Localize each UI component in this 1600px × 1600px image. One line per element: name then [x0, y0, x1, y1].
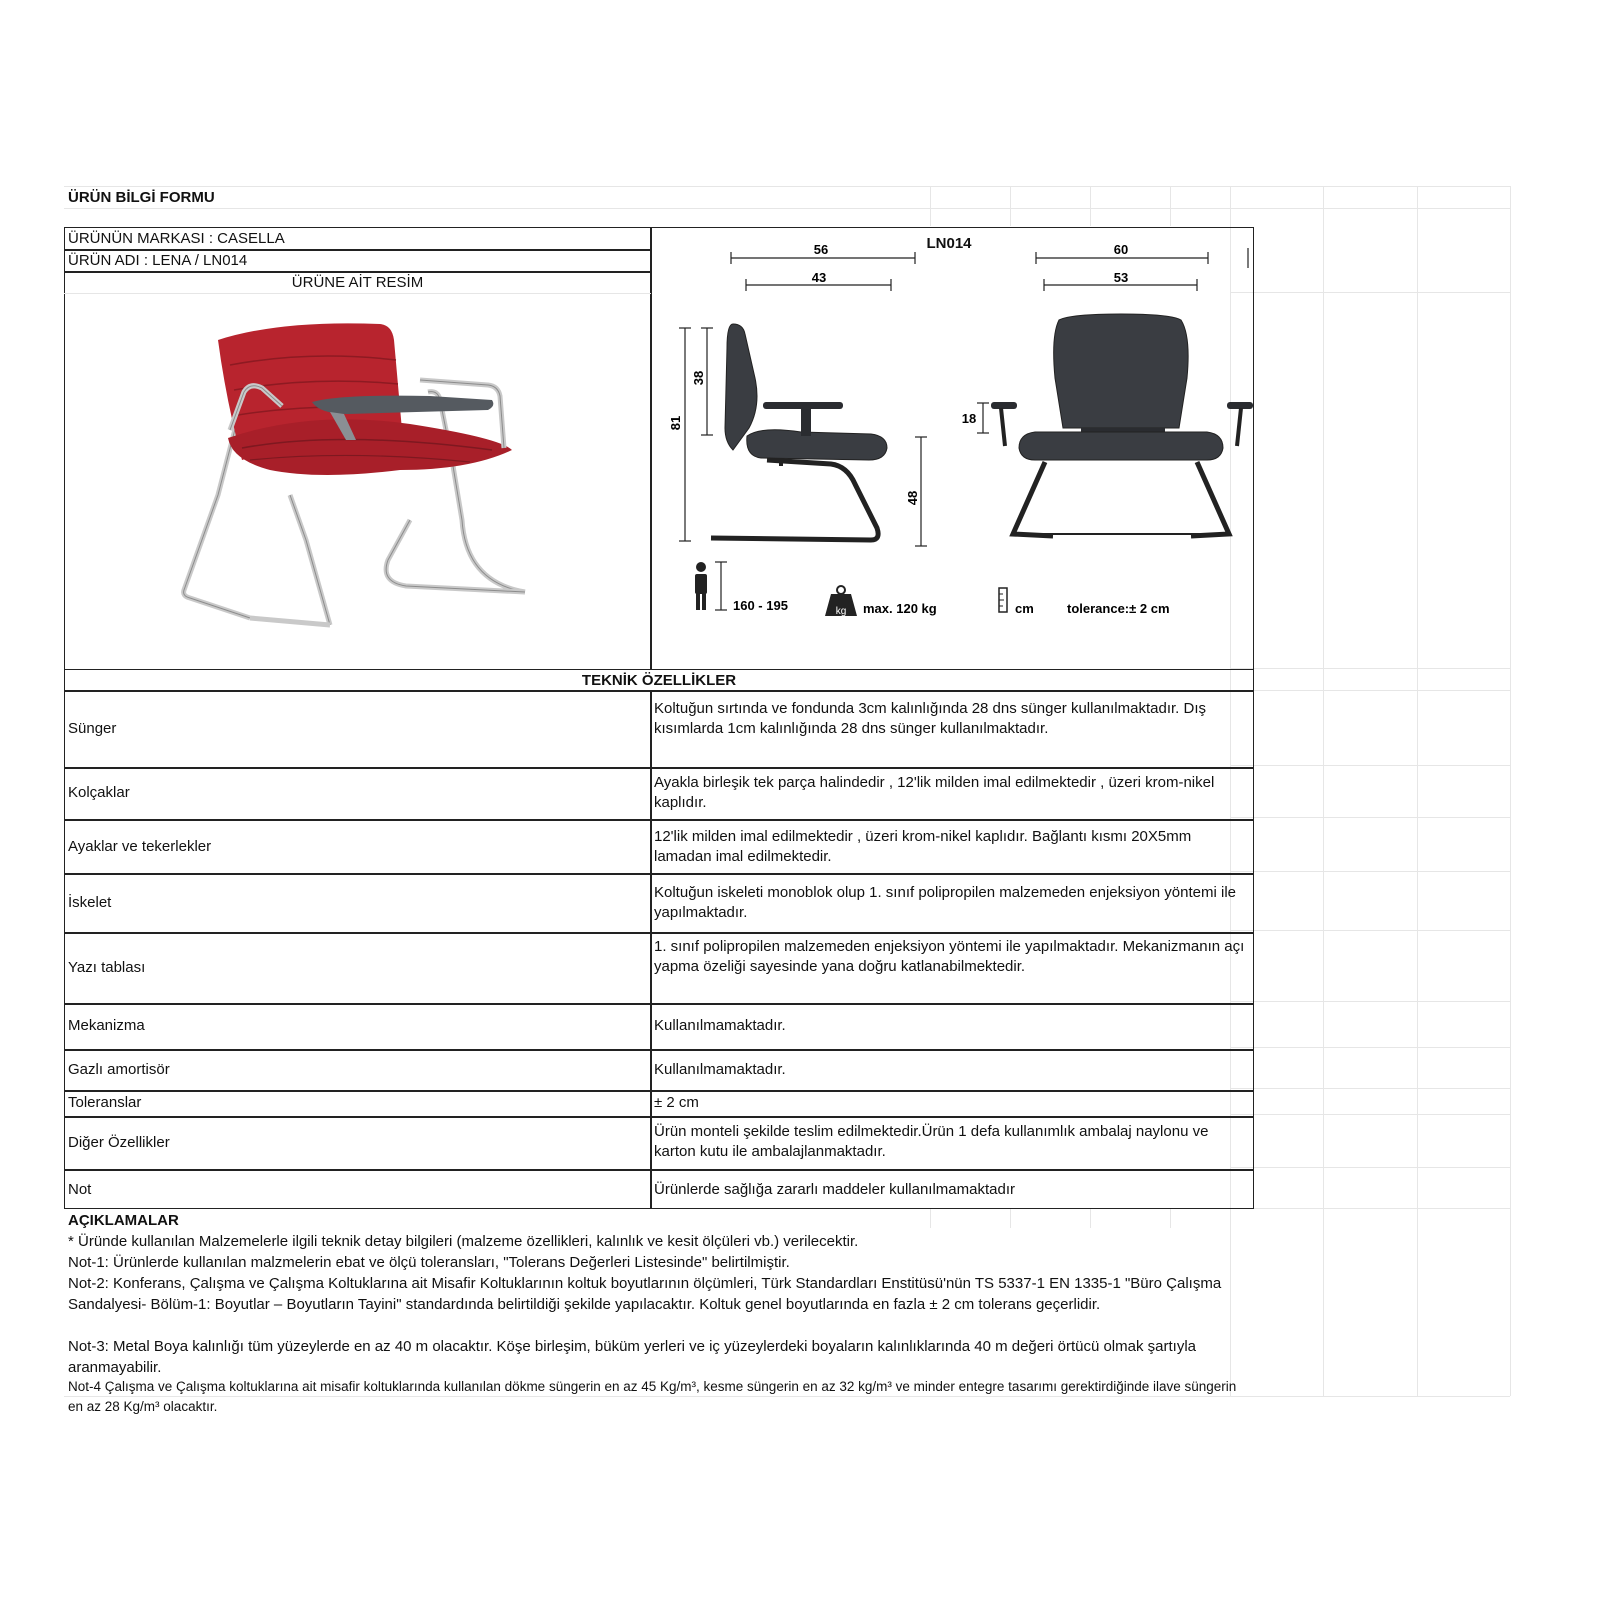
grid-line: [1230, 1088, 1510, 1089]
spec-label: Toleranslar: [68, 1094, 142, 1111]
row-divider: [64, 873, 1254, 875]
spec-value: Ürünlerde sağlığa zararlı maddeler kullanılmamaktadır: [654, 1181, 1015, 1198]
grid-line: [1090, 1208, 1091, 1228]
spec-value: Koltuğun iskeleti monoblok olup 1. sınıf polipropilen malzemeden enjeksiyon yöntemi ile yapılmaktadır.: [654, 884, 1236, 921]
row-divider: [64, 932, 1254, 934]
grid-line: [1230, 690, 1510, 691]
spec-value: Kullanılmamaktadır.: [654, 1017, 786, 1034]
row-divider: [64, 1090, 1254, 1092]
dim-front-width: 60: [1113, 242, 1129, 257]
spec-label: İskelet: [68, 894, 112, 911]
grid-line: [1230, 1167, 1510, 1168]
dim-seat-height: 48: [905, 490, 920, 506]
row-divider: [64, 1169, 1254, 1171]
spec-value: Kullanılmamaktadır.: [654, 1061, 786, 1078]
grid-line: [1230, 1114, 1510, 1115]
spec-label: Sünger: [68, 720, 117, 737]
row-divider: [64, 1116, 1254, 1118]
model-code: LN014: [926, 235, 972, 252]
weight-icon-label: kg: [835, 606, 847, 617]
grid-line: [1230, 765, 1510, 766]
grid-line: [1090, 186, 1091, 226]
grid-line: [64, 293, 651, 294]
dim-back-height: 38: [691, 370, 706, 386]
dim-total-height: 81: [668, 415, 683, 431]
grid-line: [1230, 292, 1510, 293]
user-height-range: 160 - 195: [733, 598, 788, 613]
grid-line: [1323, 186, 1324, 1396]
spec-label: Mekanizma: [68, 1017, 145, 1034]
grid-line: [1230, 817, 1510, 818]
ruler-icon: [999, 588, 1007, 612]
spec-value: Koltuğun sırtında ve fondunda 3cm kalınlığında 28 dns sünger kullanılmaktadır. Dış kısımlarda 1cm kalınlığında 28 dns sünger kullanılmaktadır.: [654, 700, 1206, 737]
technical-drawing: [651, 228, 1253, 668]
grid-line: [1230, 1047, 1510, 1048]
spec-value: Ürün monteli şekilde teslim edilmektedir.Ürün 1 defa kullanımlık ambalaj naylonu ve karton kutu ile ambalajlanmaktadır.: [654, 1123, 1209, 1160]
row-divider: [64, 819, 1254, 821]
dim-arm-height: 18: [961, 411, 977, 426]
grid-line: [930, 1208, 931, 1228]
row-divider: [64, 690, 1254, 692]
note-line: Not-3: Metal Boya kalınlığı tüm yüzeylerde en az 40 m olacaktır. Köşe birleşim, büküm yerleri ve iç yüzeylerdeki boyaların kalınlıklarında 40 m değeri örtücü olmak şartıyla aranmayabilir.: [68, 1338, 1196, 1376]
spec-label: Not: [68, 1181, 92, 1198]
grid-line: [1170, 186, 1171, 226]
row-divider: [64, 1003, 1254, 1005]
spec-label: Ayaklar ve tekerlekler: [68, 838, 212, 855]
note-line: Not-1: Ürünlerde kullanılan malzmelerin ebat ve ölçü toleransları, "Tolerans Değerleri Listesinde" belirtilmiştir.: [68, 1254, 790, 1271]
unit-label: cm: [1015, 601, 1034, 616]
dim-seat-depth: 43: [811, 270, 827, 285]
chair-photo: [170, 320, 550, 640]
row-divider: [64, 767, 1254, 769]
spec-value: Ayakla birleşik tek parça halindedir , 12'lik milden imal edilmektedir , üzeri krom-nikel kaplıdır.: [654, 774, 1215, 811]
grid-line: [64, 208, 1510, 209]
grid-line: [1230, 1001, 1510, 1002]
spec-value: 1. sınıf polipropilen malzemeden enjeksiyon yöntemi ile yapılmaktadır. Mekanizmanın açı yapma özeliği sayesinde yana doğru katlanabilmektedir.: [654, 938, 1245, 975]
grid-line: [1510, 186, 1511, 1396]
grid-line: [1417, 186, 1418, 1396]
grid-line: [1230, 1208, 1510, 1209]
product-name-line: ÜRÜN ADI : LENA / LN014: [68, 252, 248, 269]
note-line: Not-2: Konferans, Çalışma ve Çalışma Koltuklarına ait Misafir Koltuklarının koltuk boyutlarının ölçümleri, Türk Standardları Enstitüsü'nün TS 5337-1 EN 1335-1 "Büro Çalışma Sandalyesi- Bölüm-1: Boyutlar – Boyutların Tayini" standardında belirtildiği şekilde yapılacaktır. Koltuk genel boyutlarında en fazla ± 2 cm tolerans geçerlidir.: [68, 1275, 1222, 1313]
grid-line: [64, 186, 1510, 187]
spec-label: Yazı tablası: [68, 959, 146, 976]
spec-value: ± 2 cm: [654, 1094, 699, 1111]
grid-line: [1170, 1208, 1171, 1228]
grid-line: [1010, 1208, 1011, 1228]
tolerance-label: tolerance:± 2 cm: [1067, 601, 1170, 616]
person-icon: [695, 562, 707, 610]
specs-title: TEKNİK ÖZELLİKLER: [581, 672, 737, 689]
spec-label: Kolçaklar: [68, 784, 130, 801]
form-title: ÜRÜN BİLGİ FORMU: [68, 189, 215, 206]
image-header: ÜRÜNE AİT RESİM: [291, 274, 424, 291]
grid-line: [1230, 668, 1510, 669]
grid-line: [1230, 871, 1510, 872]
grid-line: [1010, 186, 1011, 226]
max-weight: max. 120 kg: [863, 601, 937, 616]
spec-label: Diğer Özellikler: [68, 1134, 170, 1151]
note-line: Not-4 Çalışma ve Çalışma koltuklarına ait misafir koltuklarında kullanılan dökme süngerin en az 45 Kg/m³, kesme süngerin en az 32 kg/m³ ve minder entegre tasarımı gerektirdiğinde ilave süngerin en az 28 Kg/m³ olacaktır.: [68, 1379, 1237, 1414]
dim-seat-width: 53: [1113, 270, 1129, 285]
notes-title: AÇIKLAMALAR: [68, 1212, 179, 1229]
grid-line: [930, 186, 931, 226]
grid-line: [1230, 930, 1510, 931]
brand-line: ÜRÜNÜN MARKASI : CASELLA: [68, 230, 285, 247]
spec-label: Gazlı amortisör: [68, 1061, 170, 1078]
row-divider: [64, 1049, 1254, 1051]
spec-value: 12'lik milden imal edilmektedir , üzeri krom-nikel kaplıdır. Bağlantı kısmı 20X5mm lamadan imal edilmektedir.: [654, 828, 1192, 865]
note-line: * Üründe kullanılan Malzemelerle ilgili teknik detay bilgileri (malzeme özellikleri, kalınlık ve kesit ölçüleri vb.) verilecektir.: [68, 1233, 859, 1250]
dim-side-depth: 56: [813, 242, 829, 257]
